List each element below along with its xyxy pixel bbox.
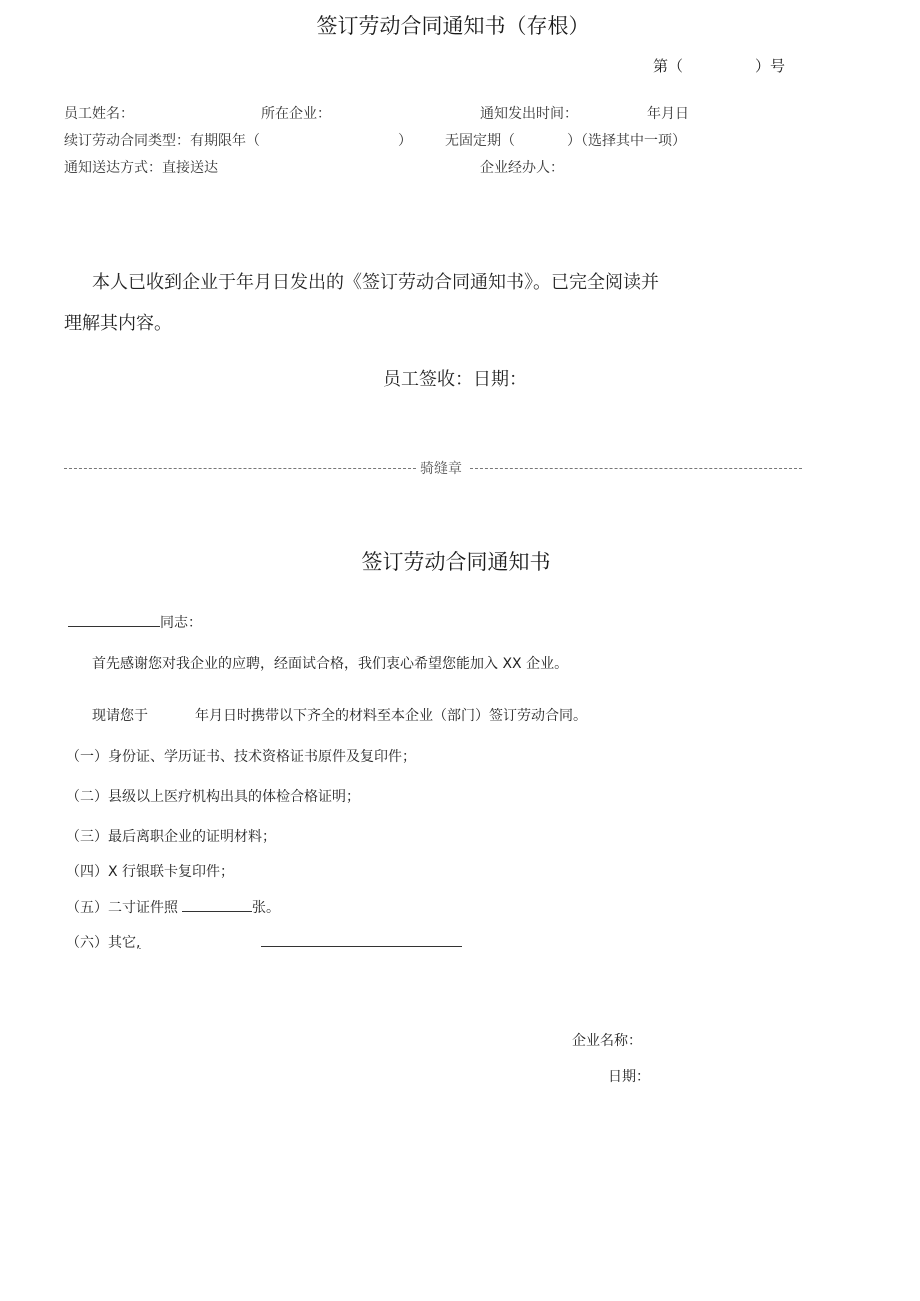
- material-item-1: （一）身份证、学历证书、技术资格证书原件及复印件；: [66, 749, 416, 765]
- stub-title: 签订劳动合同通知书（存根）: [316, 14, 590, 38]
- material-item-4: （四）X 行银联卡复印件；: [66, 864, 235, 880]
- number-prefix: 第（: [653, 57, 684, 75]
- stitch-seal-label: 骑缝章: [420, 461, 462, 477]
- employee-name-label: 员工姓名：: [64, 106, 134, 122]
- salutation: [68, 612, 202, 632]
- company-label: 所在企业：: [261, 106, 331, 122]
- invite-body: 年月日时携带以下齐全的材料至本企业（部门）签订劳动合同。: [195, 708, 587, 724]
- select-hint: ）（选择其中一项）: [567, 133, 686, 149]
- invite-prefix: 现请您于: [92, 708, 148, 724]
- issue-time-label: 通知发出时间：: [480, 106, 578, 122]
- contract-type-close: ）: [398, 133, 412, 149]
- item6-mark: ,: [136, 935, 141, 951]
- item6-prefix: （六）其它: [66, 935, 136, 951]
- other-materials-blank[interactable]: [261, 946, 462, 947]
- thanks-paragraph: 首先感谢您对我企业的应聘，经面试合格，我们衷心希望您能加入 XX 企业。: [92, 656, 569, 672]
- material-item-5: [66, 897, 280, 917]
- item5-suffix: 张。: [252, 900, 280, 916]
- company-name-label: 企业名称：: [572, 1033, 642, 1049]
- divider-dash-right: [470, 468, 802, 469]
- employee-sign-date: 员工签收：日期：: [383, 369, 527, 390]
- divider-dash-left: [64, 468, 416, 469]
- contract-type-label: 续订劳动合同类型：有期限年（: [64, 133, 260, 149]
- receipt-text-line1: 本人已收到企业于年月日发出的《签订劳动合同通知书》。已完全阅读并: [92, 272, 659, 293]
- material-item-6: [66, 932, 140, 952]
- stitch-seal-divider: [64, 458, 802, 478]
- photo-count-blank[interactable]: [182, 897, 252, 912]
- document-number: [653, 55, 785, 76]
- material-item-3: （三）最后离职企业的证明材料；: [66, 829, 276, 845]
- salutation-suffix: 同志：: [160, 615, 202, 631]
- notice-title: 签订劳动合同通知书: [361, 550, 551, 574]
- number-suffix: ）号: [755, 57, 786, 75]
- notice-date-label: 日期：: [608, 1069, 650, 1085]
- handler-label: 企业经办人：: [480, 160, 564, 176]
- item5-prefix: （五）二寸证件照: [66, 900, 178, 916]
- receipt-text-line2: 理解其内容。: [64, 313, 172, 334]
- name-blank[interactable]: [68, 612, 160, 627]
- issue-time-value: 年月日: [647, 106, 689, 122]
- material-item-2: （二）县级以上医疗机构出具的体检合格证明；: [66, 789, 360, 805]
- delivery-method-label: 通知送达方式：直接送达: [64, 160, 218, 176]
- open-ended-label: 无固定期（: [445, 133, 515, 149]
